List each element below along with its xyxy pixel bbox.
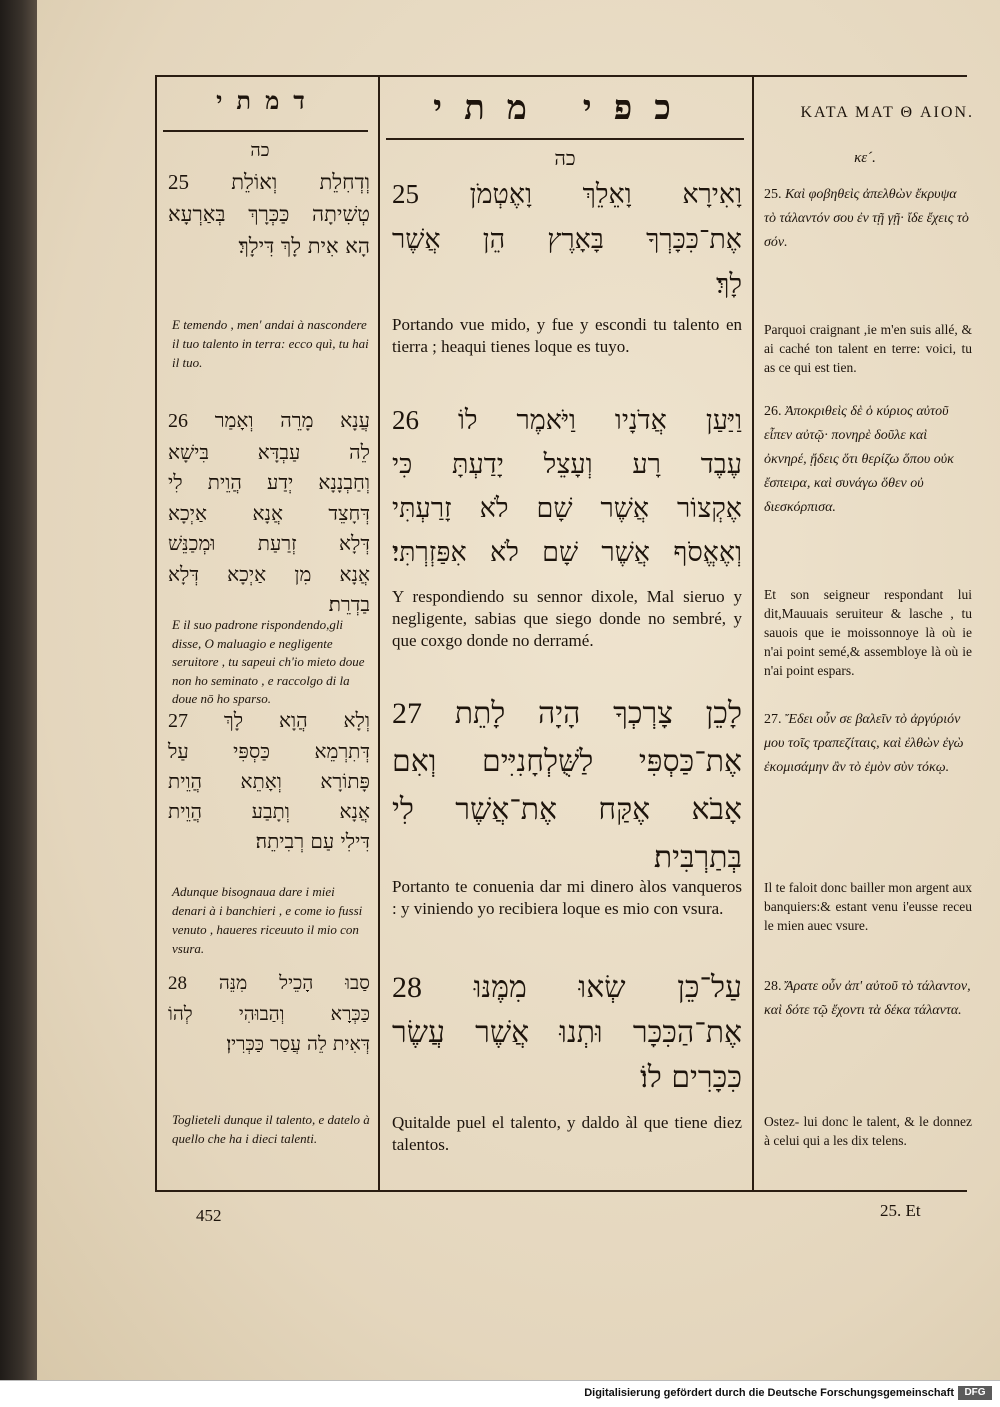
italian-verse-27: Adunque bisognaua dare i miei denari à i banchieri , e come io fussi venuto , haueres riceuuto il mio con vsura. <box>172 884 363 956</box>
hebrew-line: בְּתַרְבִּית׃ <box>653 840 742 875</box>
hebrew-line: וָאִירָא וָאֵלֵךְ וָאֶטְמֹן <box>469 179 742 210</box>
italian-verse-25: E temendo , men' andai à nascondere il tuo talento in terra: ecco quì, tu hai il tuo. <box>172 317 369 370</box>
aramaic-line: הָא אִית לָךְ דִּילָךְ׃ <box>238 234 370 258</box>
left-border <box>155 75 157 1190</box>
aramaic-line: דִּילִי עַם רְבִיתֵה׃ <box>255 829 370 853</box>
hebrew-line: אֶקְצוֹר אֲשֶׁר שָׁם לֹא זָרַעְתִּי <box>392 493 742 524</box>
catchword: 25. Et <box>880 1201 921 1220</box>
hebrew-verse-25 <box>392 172 742 307</box>
french-verse-28: Ostez- lui donc le talent, & le donnez à celui qui a les dix telens. <box>764 1114 972 1148</box>
verse-number: 27 <box>392 697 422 730</box>
verse-number: 28 <box>168 973 187 994</box>
greek-text: Ἀποκριθεὶς δὲ ὁ κύριος αὐτοῦ εἶπεν αὐτῷ· πονηρὲ δοῦλε καὶ ὀκνηρέ, ᾔδεις ὅτι θερίζω ὅπου οὐκ ἔσπειρα, καὶ συνάγω ὅθεν οὐ διεσκόρπισα. <box>764 404 954 515</box>
hebrew-line: וְאֶאֱסֹף אֲשֶׁר שָׁם לֹא אִפַּזְרְתִּי׃ <box>392 537 742 568</box>
divider-aramaic-hebrew <box>378 75 380 1190</box>
aramaic-line: דְּתִרְמֵא כַּסְפִּי עַל <box>168 739 370 763</box>
hebrew-line: אָבֹא אֶקַּח אֶת־אֲשֶׁר לִי <box>392 792 742 827</box>
aramaic-line: אֲנָא מִן אַיְכָא דְּלָא <box>168 561 370 586</box>
aramaic-chapter-number: כה <box>250 140 270 161</box>
verse-number: 25 <box>168 170 189 194</box>
aramaic-line: דְּחָצֵד אֲנָא אַיְכָא <box>168 500 370 525</box>
hebrew-chapter-number: כה <box>554 146 576 170</box>
hebrew-line: עֶבֶד רָע וְעָצֵל יָדַעְתָּ כִּי <box>392 449 742 480</box>
verse-number: 28. <box>764 979 782 994</box>
spanish-verse-25: Portando vue mido, y fue y escondi tu talento en tierra ; heaqui tienes loque es tuyo. <box>392 315 742 356</box>
hebrew-line: לָךְ׃ <box>716 269 742 300</box>
hebrew-line: אֶת־הַכִּכָּר וּתְנוּ אֲשֶׁר עֲשֶׂר <box>392 1015 742 1050</box>
verse-number: 26. <box>764 404 782 419</box>
greek-text: Καὶ φοβηθεὶς ἀπελθὼν ἔκρυψα τὸ τάλαντόν σου ἐν τῇ γῇ· ἴδε ἔχεις τὸ σόν. <box>764 187 969 250</box>
aramaic-line: דְּלָא זְרַעַת וּמְכַנֵּשׁ <box>168 531 370 555</box>
greek-verse-26 <box>764 400 972 520</box>
aramaic-line: כַּכְּרָא וְהַבוּהִי לְהוֹ <box>168 1003 370 1025</box>
aramaic-line: סַבוּ הָכֵיל מִנֵּה <box>218 972 370 994</box>
hebrew-line: אֶת־כִּכָּרְךָ בָּאָרֶץ הֵן אֲשֶׁר <box>392 224 742 255</box>
hebrew-line: כִּכָּרִים לוֹ׃ <box>640 1060 742 1095</box>
spanish-verse-28: Quitalde puel el talento, y daldo àl que tiene diez talentos. <box>392 1113 742 1154</box>
top-rule <box>155 75 967 77</box>
greek-text: Ἄρατε οὖν ἀπ' αὐτοῦ τὸ τάλαντον, καὶ δότε τῷ ἔχοντι τὰ δέκα τάλαντα. <box>764 979 971 1018</box>
verse-number: 27 <box>168 710 188 732</box>
greek-verse-28 <box>764 975 972 1023</box>
aramaic-verse-26 <box>168 405 370 620</box>
french-verse-27: Il te faloit donc bailler mon argent aux banquiers:& estant venu i'eusse receu le mien auec vsure. <box>764 880 972 933</box>
aramaic-line: פָּתוֹרָא וְאָתֵא הֲוֵית <box>168 769 370 793</box>
digitization-footer <box>0 1380 1000 1407</box>
verse-number: 28 <box>392 971 422 1004</box>
aramaic-verse-25 <box>168 166 370 262</box>
page-number: 452 <box>196 1206 222 1225</box>
hebrew-line: אֶת־כַּסְפִּי לַשֻּׁלְחָנִיִּים וְאִם <box>392 744 742 779</box>
aramaic-line: טְשִׁיתָה כַּכְּרָךְ בְּאַרְעָא <box>168 202 370 226</box>
hebrew-line: עַל־כֵּן שְׂאוּ מִמֶּנּוּ <box>473 970 742 1005</box>
divider-hebrew-greek <box>752 75 754 1190</box>
hebrew-verse-28 <box>392 965 742 1100</box>
greek-text: Ἔδει οὖν σε βαλεῖν τὸ ἀργύριόν μου τοῖς τραπεζίταις, καὶ ἐλθὼν ἐγὼ ἐκομισάμην ἂν τὸ ἐμὸν σὺν τόκῳ. <box>764 712 964 775</box>
verse-number: 25 <box>392 179 419 209</box>
hebrew-line: לָכֵן צָרְכְךָ הָיָה לָתֵת <box>454 696 742 731</box>
aramaic-line: אֲנָא וְתָבַע הֲוֵית <box>168 799 370 823</box>
aramaic-line: וְחַבְנָנָא יְדַע הֲוֵית לִי <box>168 470 370 494</box>
aramaic-running-title: דמתי <box>216 86 319 115</box>
french-verse-25: Parquoi craignant ,ie m'en suis allé, & ai caché ton talent en terre: voici, tu as ce qui est tien. <box>764 322 972 375</box>
aramaic-line: עֲנָא מָרֵה וְאָמַר <box>214 408 370 432</box>
greek-verse-27 <box>764 708 972 780</box>
greek-running-title: KATA MAT Θ AION. <box>800 104 974 121</box>
verse-number: 26 <box>168 410 188 432</box>
french-verse-26: Et son seigneur respondant lui dit,Mauuais seruiteur & lasche , tu sauois que ie moissonnoye là où ie n'ai point semé,& assembloye là où ie n'ai point espars. <box>764 587 972 678</box>
italian-verse-28: Toglieteli dunque il talento, e datelo à quello che ha i dieci talenti. <box>172 1112 370 1146</box>
aramaic-line: וְלָא הֲוָא לָךְ <box>223 708 370 732</box>
hebrew-verse-26 <box>392 398 742 575</box>
aramaic-verse-28 <box>168 968 370 1059</box>
spanish-verse-27: Portanto te conuenia dar mi dinero àlos vanqueros : y viniendo yo recibiera loque es mio con vsura. <box>392 877 742 918</box>
verse-number: 25. <box>764 187 782 202</box>
aramaic-line: לֵה עַבְדָּא בִּישָׁא <box>168 439 370 464</box>
greek-chapter-number: κε´. <box>854 150 876 166</box>
digitization-note: Digitalisierung gefördert durch die Deutsche Forschungsgemeinschaft <box>584 1387 954 1399</box>
aramaic-verse-27 <box>168 705 370 856</box>
italian-verse-26: E il suo padrone rispondendo,gli disse, O maluagio e negligente seruitore , tu sapeui ch'io mieto doue non ho seminato , e raccolgo di la doue nō ho sparso. <box>172 617 365 706</box>
aramaic-line: בַדְרֵת׃ <box>328 592 370 616</box>
hebrew-running-title: כפי מתי <box>433 88 693 128</box>
verse-number: 27. <box>764 712 782 727</box>
greek-verse-25 <box>764 183 972 255</box>
aramaic-line: וְדְחִלֵת וְאוֹלֵת <box>231 170 370 194</box>
dfg-logo: DFG <box>958 1386 992 1400</box>
header-rule-center <box>386 138 744 140</box>
hebrew-verse-27 <box>392 690 742 882</box>
header-rule-left <box>163 130 368 132</box>
aramaic-line: דְּאִית לֵה עֲסַר כַּכְּרִין׃ <box>226 1033 370 1055</box>
spanish-verse-26: Y respondiendo su sennor dixole, Mal sieruo y negligente, sabias que siego donde no sembré, y que coxgo donde no derramé. <box>392 587 742 650</box>
hebrew-line: וַיַּעַן אֲדֹנָיו וַיֹּאמֶר לוֹ <box>457 405 742 436</box>
book-gutter <box>0 0 37 1380</box>
bottom-rule <box>155 1190 967 1192</box>
verse-number: 26 <box>392 405 419 435</box>
